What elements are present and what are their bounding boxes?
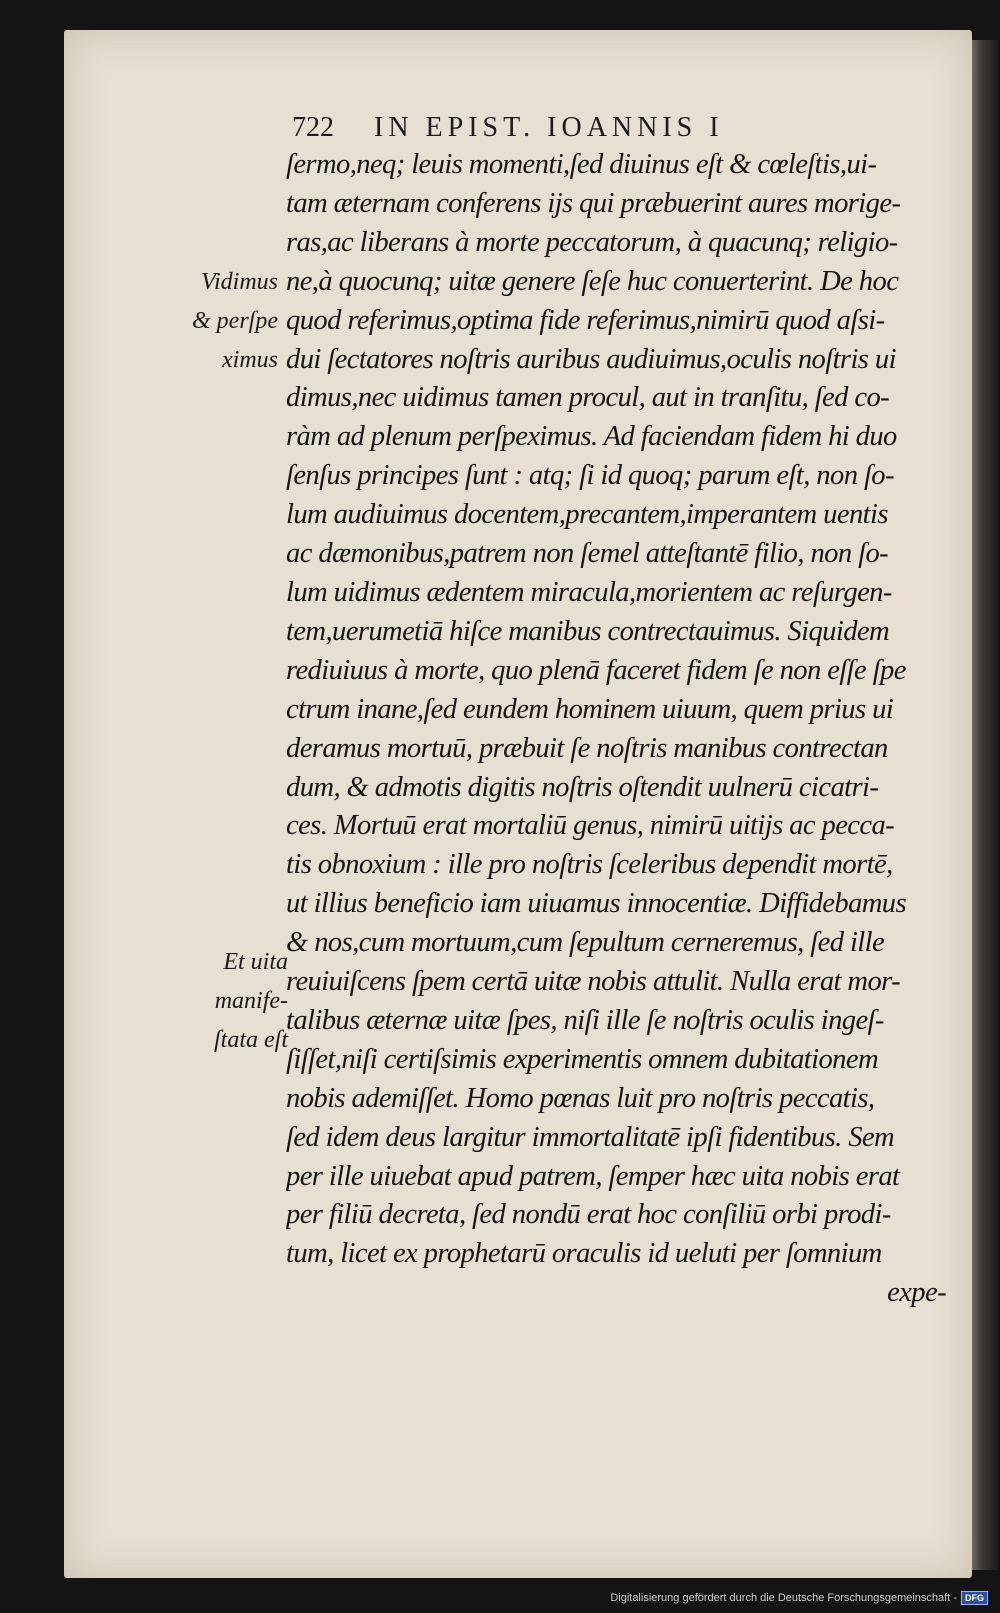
text-line: ne,à quocunq; uitæ genere ſeſe huc conuerterint. De hoc — [286, 265, 899, 297]
footer-text: Digitalisierung gefördert durch die Deutsche Forschungsgemeinschaft - — [610, 1592, 957, 1604]
text-line: tam æternam conferens ijs qui præbuerint aures morige- — [286, 187, 901, 219]
catchword: expe- — [887, 1277, 946, 1309]
text-line: dui ſectatores noſtris auribus audiuimus,oculis noſtris ui — [286, 343, 896, 375]
text-line: ces. Mortuū erat mortaliū genus, nimirū uitijs ac pecca- — [286, 810, 895, 842]
text-line: dimus,nec uidimus tamen procul, aut in tranſitu, ſed co- — [286, 382, 890, 414]
text-line: deramus mortuū, præbuit ſe noſtris manibus contrectan — [286, 732, 888, 764]
text-line: lum uidimus ædentem miracula,morientem ac reſurgen- — [286, 576, 892, 608]
running-title: IN EPIST. IOANNIS I — [374, 112, 724, 143]
text-line: ſenſus principes ſunt : atq; ſi id quoq; parum eſt, non ſo- — [286, 460, 894, 492]
text-line: ut illius beneficio iam uiuamus innocentiæ. Diffidebamus — [286, 888, 907, 920]
margin-note-line: ſtata eſt — [214, 1026, 288, 1053]
margin-note-1 — [150, 263, 278, 380]
text-line: ctrum inane,ſed eundem hominem uiuum, quem prius ui — [286, 693, 894, 725]
running-header — [292, 112, 852, 144]
margin-note-line: ximus — [222, 346, 278, 373]
page-edge-shadow — [972, 40, 998, 1570]
text-line: ràm ad plenum perſpeximus. Ad faciendam fidem hi duo — [286, 421, 897, 453]
margin-note-line: Vidimus — [201, 269, 278, 295]
text-line: quod referimus,optima fide referimus,nimirū quod aſsi- — [286, 304, 885, 336]
text-line: lum audiuimus docentem,precantem,imperantem uentis — [286, 499, 888, 531]
margin-note-line: & perſpe — [192, 307, 278, 334]
text-line: tum, licet ex prophetarū oraculis id ueluti per ſomnium — [286, 1238, 882, 1270]
text-line: per ille uiuebat apud patrem, ſemper hæc uita nobis erat — [286, 1160, 900, 1192]
text-line: tis obnoxium : ille pro noſtris ſceleribus dependit mortē, — [286, 849, 893, 881]
text-line: per filiū decreta, ſed nondū erat hoc conſiliū orbi prodi- — [286, 1199, 891, 1231]
text-line: ſermo,neq; leuis momenti,ſed diuinus eſt & cœleſtis,ui- — [286, 149, 877, 180]
dfg-logo: DFG — [961, 1591, 988, 1605]
margin-note-line: Et uita — [223, 949, 288, 975]
text-line: & nos,cum mortuum,cum ſepultum cerneremus, ſed ille — [286, 927, 885, 959]
text-line: ſed idem deus largitur immortalitatē ipſi fidentibus. Sem — [286, 1121, 895, 1153]
text-line: talibus æternæ uitæ ſpes, niſi ille ſe noſtris oculis ingeſ- — [286, 1004, 884, 1036]
digitization-footer — [610, 1591, 988, 1605]
margin-note-line: manife- — [214, 987, 288, 1014]
margin-note-2 — [150, 943, 288, 1060]
page-number: 722 — [292, 112, 334, 143]
text-line: ſiſſet,niſi certiſsimis experimentis omnem dubitationem — [286, 1043, 879, 1075]
text-line: rediuiuus à morte, quo plenā faceret fidem ſe non eſſe ſpe — [286, 654, 906, 686]
text-line: reuiuiſcens ſpem certā uitæ nobis attulit. Nulla erat mor- — [286, 966, 901, 998]
text-line: nobis ademiſſet. Homo pœnas luit pro noſtris peccatis, — [286, 1082, 875, 1114]
text-line: tem,uerumetiā hiſce manibus contrectauimus. Siquidem — [286, 615, 890, 647]
main-text-block — [286, 146, 956, 1313]
text-line: ac dæmonibus,patrem non ſemel atteſtantē filio, non ſo- — [286, 538, 889, 570]
text-line: ras,ac liberans à morte peccatorum, à quacunq; religio- — [286, 226, 898, 258]
text-line: dum, & admotis digitis noſtris oſtendit uulnerū cicatri- — [286, 771, 879, 803]
